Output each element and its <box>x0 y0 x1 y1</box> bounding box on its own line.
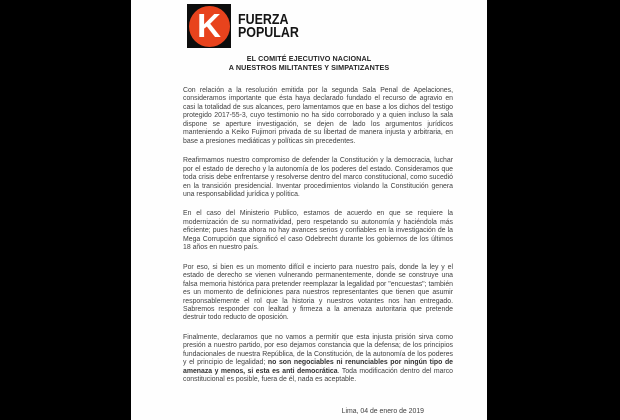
title-line-1: EL COMITÉ EJECUTIVO NACIONAL <box>246 54 372 63</box>
statement-body <box>183 87 453 396</box>
statement-paragraph-5 <box>183 334 453 385</box>
party-wordmark <box>238 10 299 41</box>
paragraph-5-close: . Toda modificación dentro del marco constitucional es posible, fuera de él, nada es aceptable. <box>183 367 453 384</box>
title-line-2: A NUESTROS MILITANTES Y SIMPATIZANTES <box>228 62 390 72</box>
paragraph-5-bold-passage: no son negociables ni renunciables por ningún tipo de amenaza y menos, si esta es anti democrática <box>183 359 453 375</box>
wordmark-line-1: FUERZA <box>238 10 289 28</box>
logo-circle <box>189 6 230 47</box>
logo-k-letter: K <box>197 6 221 44</box>
paragraph-5-lead: Finalmente, declaramos que no vamos a permitir que esta injusta prisión sirva como presión a nuestro partido, por eso dejamos constancia que la defensa; de los principios fundacionales de nuestra República, de la Constitución, de la autonomía de los poderes y el principio de legalidad; <box>183 333 453 367</box>
wordmark-line-2: POPULAR <box>238 24 299 41</box>
document-title <box>131 55 487 73</box>
statement-paragraph-3: En el caso del Ministerio Publico, estamos de acuerdo en que se requiere la modernización de su normatividad, pero respetando su autonomía y haciéndola más eficiente; pues hasta ahora no hay avances serios y confiables en la investigación de la Mega Corrupción que significó el caso Odebrecht durante los gobiernos de los últimos 18 años en nuestro país. <box>183 210 453 252</box>
statement-paragraph-4: Por eso, si bien es un momento difícil e incierto para nuestro país, donde la ley y el estado de derecho se vienen vulnerando permanentemente, donde se construye una falsa memoria histórica para pretender reemplazar la legalidad por "encuestas"; también es un momento de definiciones para nuestros representantes que tienen que asumir responsablemente el rol que la historia y nuestros votantes nos han entregado. Sabremos responder con lealtad y firmeza a la amenaza autoritaria que pretende destruir todo reducto de oposición. <box>183 263 453 322</box>
dateline: Lima, 04 de enero de 2019 <box>341 408 424 415</box>
fuerza-popular-k-logo-icon <box>187 4 231 48</box>
document-page <box>131 0 487 420</box>
statement-paragraph-1: Con relación a la resolución emitida por la segunda Sala Penal de Apelaciones, consideramos importante que ésta haya declarado fundado el recurso de agravio en casi la totalidad de sus alcances, pero lamentamos que en base a los dichos del testigo protegido 2017-55-3, cuyo testimonio no ha sido corroborado y a quien incluso la sala dispone se aperture investigación, se dejen de lado los argumentos jurídicos manteniendo a Keiko Fujimori privada de su libertad de manera injusta y arbitraria, en base a presiones mediáticas y políticas sin precedentes. <box>183 87 453 145</box>
statement-paragraph-2: Reafirmamos nuestro compromiso de defender la Constitución y la democracia, luchar por el estado de derecho y la autonomía de los poderes del estado. Consideramos que toda crisis debe enfrentarse y resolverse dentro del marco constitucional, como sucedió en la transición presidencial. Inventar procedimientos violando la Constitución genera una responsabilidad jurídica y política. <box>183 157 453 198</box>
party-logo <box>187 4 311 48</box>
